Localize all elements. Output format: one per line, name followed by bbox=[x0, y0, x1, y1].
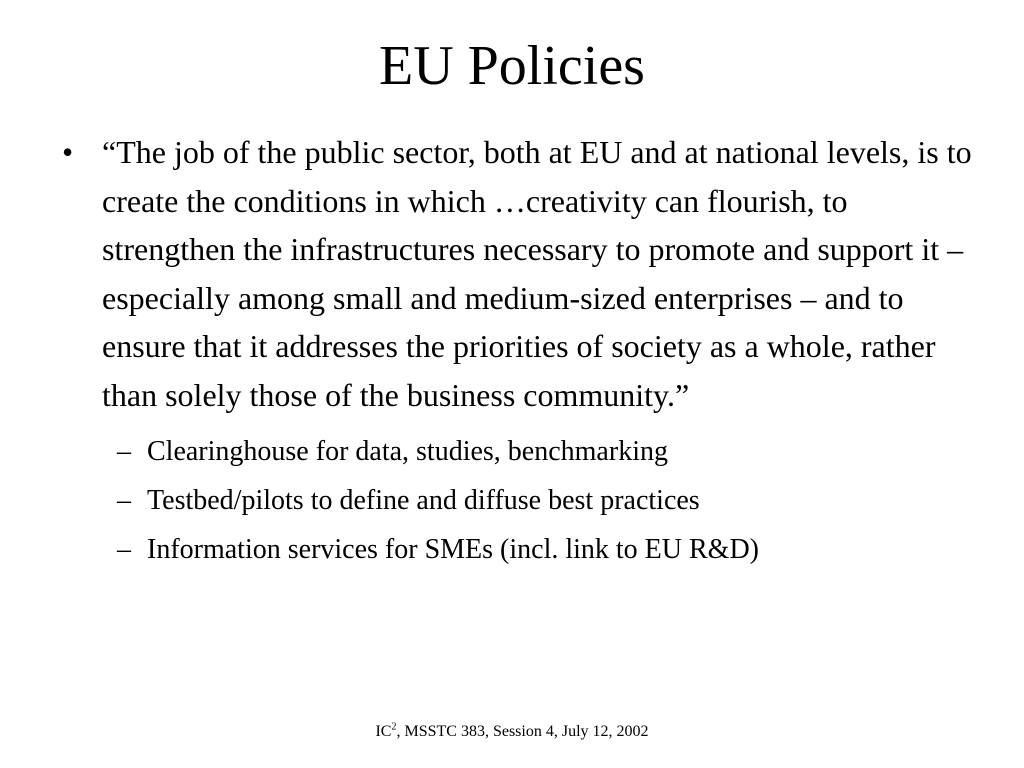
bullet-text: “The job of the public sector, both at EU and at national levels, is to create the conditions in which …creativity can flourish, to strengthen the infrastructures necessary to promote and support it – especially among small and medium-sized enterprises – and to ensure that it addresses the priorities of society as a whole, rather than solely those of the business community.” bbox=[102, 134, 972, 413]
footer-prefix: IC bbox=[375, 723, 392, 740]
sub-bullet-text: Clearinghouse for data, studies, benchmarking bbox=[147, 436, 668, 467]
bullet-item bbox=[62, 128, 972, 574]
sub-bullet-text: Information services for SMEs (incl. link to EU R&D) bbox=[147, 534, 760, 565]
slide-title: EU Policies bbox=[379, 35, 645, 97]
sub-bullet-marker: – bbox=[117, 485, 131, 516]
sub-bullet-item bbox=[102, 427, 972, 476]
sub-bullet-item bbox=[102, 476, 972, 525]
sub-bullet-marker: – bbox=[117, 534, 131, 565]
footer-superscript: 2 bbox=[391, 721, 397, 733]
bullet-list bbox=[62, 128, 972, 574]
sub-bullet-item bbox=[102, 525, 972, 574]
sub-bullet-list bbox=[102, 427, 972, 574]
slide-footer bbox=[0, 722, 1024, 742]
sub-bullet-text: Testbed/pilots to define and diffuse best practices bbox=[147, 485, 700, 516]
footer-text: , MSSTC 383, Session 4, July 12, 2002 bbox=[396, 723, 649, 740]
sub-bullet-marker: – bbox=[117, 436, 131, 467]
bullet-marker: • bbox=[62, 134, 74, 170]
